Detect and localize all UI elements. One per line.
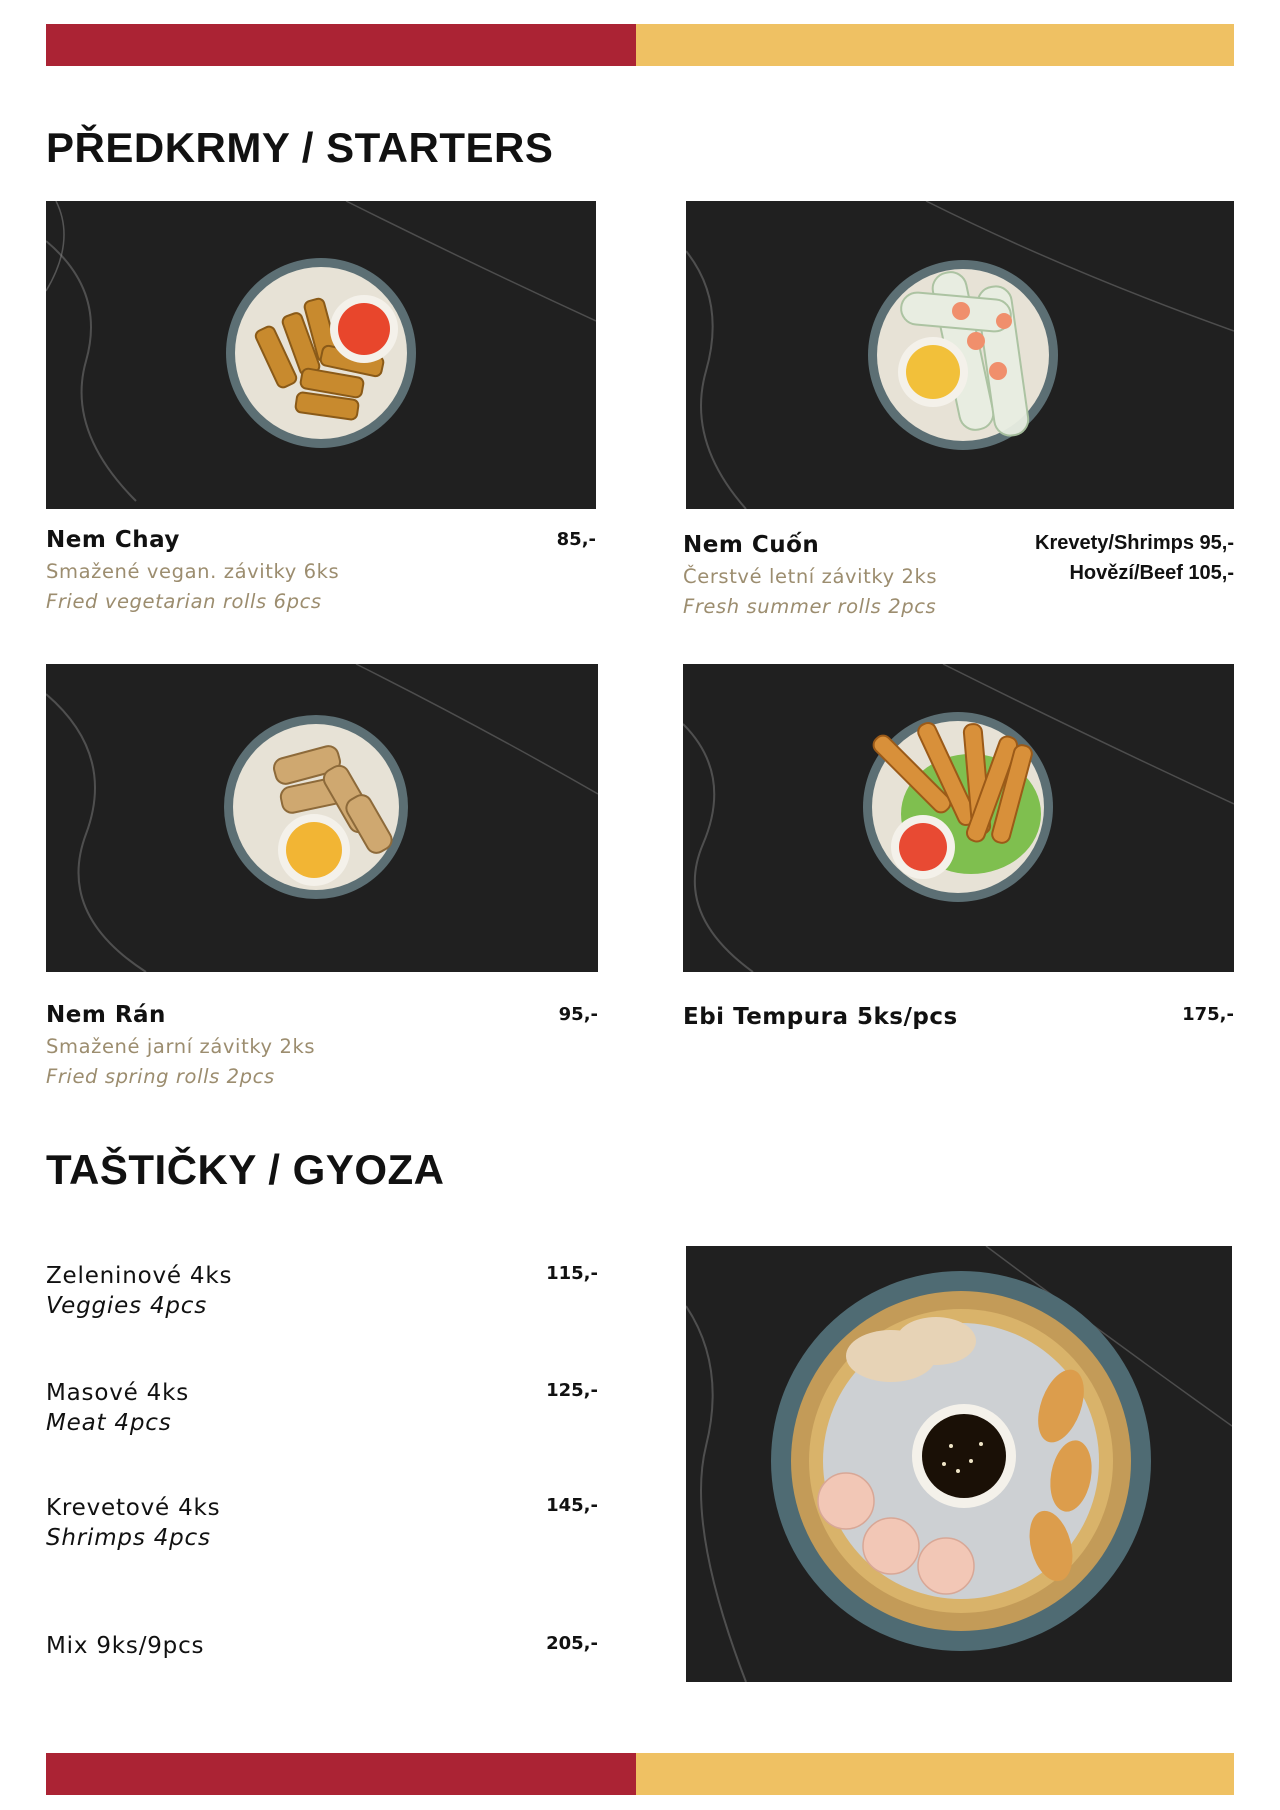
nem-ran-photo xyxy=(46,664,598,972)
price-nem-cuon-shrimps: Krevety/Shrimps 95,- xyxy=(1035,532,1234,554)
dish-name-ebi-tempura: Ebi Tempura 5ks/pcs xyxy=(683,1004,958,1030)
bottom-bar-gold xyxy=(636,1753,1234,1795)
gyoza-english-meat: Meat 4pcs xyxy=(46,1410,172,1436)
top-bar-gold xyxy=(636,24,1234,66)
ebi-tempura-photo xyxy=(683,664,1234,972)
dish-name-nem-chay: Nem Chay xyxy=(46,527,180,553)
dish-name-nem-ran: Nem Rán xyxy=(46,1002,166,1028)
dish-czech-nem-chay: Smažené vegan. závitky 6ks xyxy=(46,560,340,583)
price-nem-cuon-beef: Hovězí/Beef 105,- xyxy=(1069,562,1234,584)
bottom-bar-red xyxy=(46,1753,636,1795)
fresh-summer-rolls-photo xyxy=(686,201,1234,509)
gyoza-name-mix: Mix 9ks/9pcs xyxy=(46,1633,205,1659)
dish-english-nem-ran: Fried spring rolls 2pcs xyxy=(46,1065,275,1088)
dish-czech-nem-ran: Smažené jarní závitky 2ks xyxy=(46,1035,316,1058)
dish-english-nem-chay: Fried vegetarian rolls 6pcs xyxy=(46,590,322,613)
gyoza-name-meat: Masové 4ks xyxy=(46,1380,190,1406)
dish-english-nem-cuon: Fresh summer rolls 2pcs xyxy=(683,595,937,618)
price-gyoza-shrimps: 145,- xyxy=(546,1495,598,1516)
gyoza-section-title: TAŠTIČKY / GYOZA xyxy=(46,1146,445,1193)
gyoza-english-veggies: Veggies 4pcs xyxy=(46,1293,208,1319)
starters-section-title: PŘEDKRMY / STARTERS xyxy=(46,124,554,171)
price-gyoza-veggies: 115,- xyxy=(546,1263,598,1284)
price-nem-chay: 85,- xyxy=(556,529,596,550)
price-gyoza-mix: 205,- xyxy=(546,1633,598,1654)
fried-spring-rolls-photo xyxy=(46,201,596,509)
gyoza-name-shrimps: Krevetové 4ks xyxy=(46,1495,221,1521)
price-gyoza-meat: 125,- xyxy=(546,1380,598,1401)
top-bar-red xyxy=(46,24,636,66)
dish-name-nem-cuon: Nem Cuốn xyxy=(683,532,820,558)
gyoza-english-shrimps: Shrimps 4pcs xyxy=(46,1525,211,1551)
price-ebi-tempura: 175,- xyxy=(1182,1004,1234,1025)
price-nem-ran: 95,- xyxy=(558,1004,598,1025)
gyoza-steamer-photo xyxy=(686,1246,1232,1682)
dish-czech-nem-cuon: Čerstvé letní závitky 2ks xyxy=(683,565,938,588)
gyoza-name-veggies: Zeleninové 4ks xyxy=(46,1263,233,1289)
